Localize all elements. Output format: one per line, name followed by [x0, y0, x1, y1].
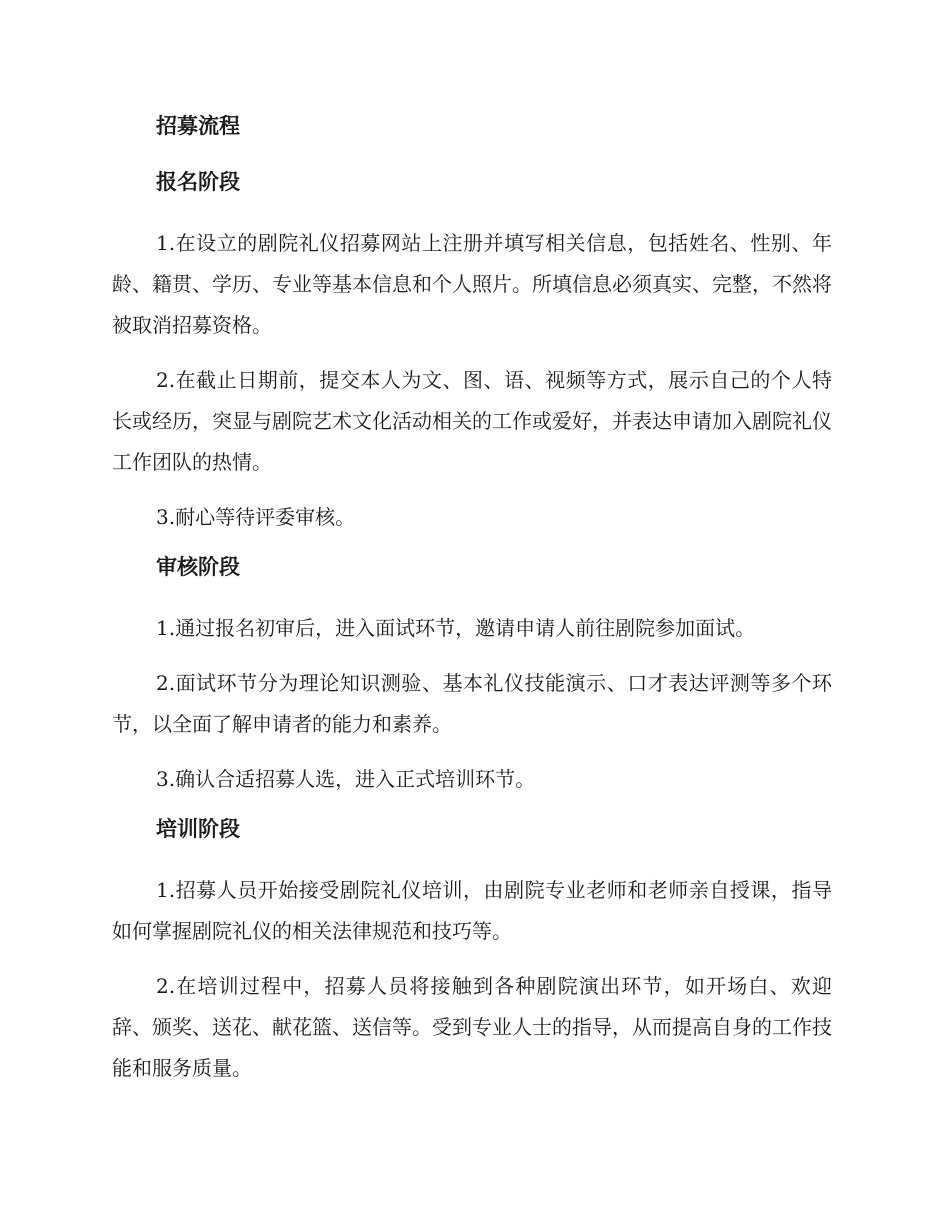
- review-item-3: 3.确认合适招募人选，进入正式培训环节。: [156, 767, 536, 791]
- review-item-2: 2.面试环节分为理论知识测验、基本礼仪技能演示、口才表达评测等多个环节，以全面了解申请者的能力和素养。: [112, 671, 832, 736]
- section-heading-registration: 报名阶段: [156, 170, 240, 194]
- registration-item-2: 2.在截止日期前，提交本人为文、图、语、视频等方式，展示自己的个人特长或经历，突显与剧院艺术文化活动相关的工作或爱好，并表达申请加入剧院礼仪工作团队的热情。: [112, 368, 832, 474]
- review-item-1: 1.通过报名初审后，进入面试环节，邀请申请人前往剧院参加面试。: [156, 616, 756, 640]
- training-item-1: 1.招募人员开始接受剧院礼仪培训，由剧院专业老师和老师亲自授课，指导如何掌握剧院礼仪的相关法律规范和技巧等。: [112, 878, 832, 943]
- section-heading-training: 培训阶段: [156, 817, 240, 841]
- document-title: 招募流程: [156, 114, 240, 138]
- training-item-2: 2.在培训过程中，招募人员将接触到各种剧院演出环节，如开场白、欢迎辞、颁奖、送花、献花篮、送信等。受到专业人士的指导，从而提高自身的工作技能和服务质量。: [112, 974, 832, 1080]
- registration-item-1: 1.在设立的剧院礼仪招募网站上注册并填写相关信息，包括姓名、性别、年龄、籍贯、学历、专业等基本信息和个人照片。所填信息必须真实、完整，不然将被取消招募资格。: [112, 231, 832, 337]
- section-heading-review: 审核阶段: [156, 555, 240, 579]
- registration-item-3: 3.耐心等待评委审核。: [156, 505, 356, 529]
